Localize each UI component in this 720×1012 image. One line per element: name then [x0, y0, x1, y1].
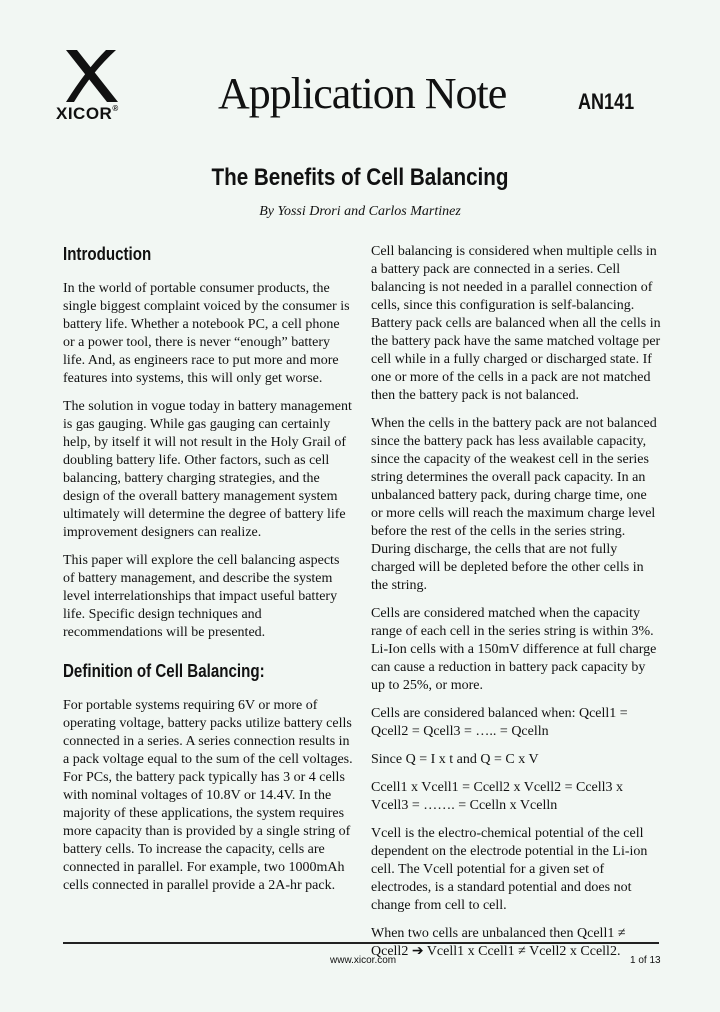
- document-type: Application Note: [218, 69, 507, 118]
- equation-balanced: Cells are considered balanced when: Qcell1 = Qcell2 = Qcell3 = ….. = Qcelln: [371, 706, 628, 739]
- footer-divider: [63, 942, 659, 944]
- footer-url[interactable]: www.xicor.com: [330, 955, 397, 966]
- xicor-logo: [52, 50, 134, 130]
- paragraph: In the world of portable consumer products, the single biggest complaint voiced by the consumer is battery life. Whether a notebook PC, a cell phone or a power tool, there is never “enough” battery life. And, as engineers race to put more and more features into systems, this will only get worse.: [63, 281, 350, 386]
- xicor-x-mark-icon: [62, 50, 122, 102]
- left-column: [63, 243, 353, 905]
- section-heading-definition: Definition of Cell Balancing:: [63, 661, 265, 681]
- paragraph: When the cells in the battery pack are not balanced since the battery pack has less available capacity, since the capacity of the weakest cell in the series string determines the overall pack capacity. In an unbalanced battery pack, during charge time, one or more cells will reach the maximum charge level before the rest of the cells in the series string. During discharge, the cells that are not fully charged will be depleted before the other cells in the string.: [371, 416, 657, 593]
- paragraph: For portable systems requiring 6V or more of operating voltage, battery packs utilize battery cells connected in a series. A series connection results in a pack voltage equal to the sum of the cell voltages. For PCs, the battery pack typically has 3 or 4 cells with nominal voltages of 10.8V or 14.4V. In the majority of these applications, the system requires more capacity than is provided by a single string of battery cells. To increase the capacity, cells are connected in parallel. For example, two 1000mAh cells connected in parallel provide a 2A-hr pack.: [63, 698, 353, 893]
- page-title: The Benefits of Cell Balancing: [211, 164, 509, 191]
- right-column: [371, 243, 661, 971]
- equation-capacity: Ccell1 x Vcell1 = Ccell2 x Vcell2 = Ccell3 x Vcell3 = ……. = Ccelln x Vcelln: [371, 780, 624, 813]
- authors: By Yossi Drori and Carlos Martinez: [259, 204, 461, 219]
- document-number: AN141: [578, 89, 635, 114]
- paragraph: The solution in vogue today in battery management is gas gauging. While gas gauging can certainly help, by itself it will not result in the Holy Grail of doubling battery life. Other factors, such as cell balancing, battery charging strategies, and the design of the overall battery management system ultimately will determine the degree of battery life improvement designers can realize.: [63, 399, 352, 540]
- section-heading-introduction: Introduction: [63, 244, 152, 264]
- equation-unbalanced: When two cells are unbalanced then Qcell1 ≠ Qcell2 ➔ Vcell1 x Ccell1 ≠ Vcell2 x Ccell2.: [371, 926, 626, 959]
- equation-charge: Since Q = I x t and Q = C x V: [371, 752, 539, 767]
- page-number: 1 of 13: [630, 955, 661, 966]
- paragraph: This paper will explore the cell balancing aspects of battery management, and describe the system level interrelationships that impact useful battery life. Specific design techniques and recommendations will be presented.: [63, 553, 340, 640]
- paragraph: Cells are considered matched when the capacity range of each cell in the series string is within 3%. Li-Ion cells with a 150mV difference at full charge can cause a reduction in battery pack capacity by up to 25%, or more.: [371, 606, 657, 693]
- paragraph: Cell balancing is considered when multiple cells in a battery pack are connected in a series. Cell balancing is not needed in a parallel connection of cells, since this configuration is self-balancing. Battery pack cells are balanced when all the cells in the battery pack have the same matched voltage per cell while in a fully charged or discharged state. If one or more of the cells in a pack are not matched then the battery pack is not balanced.: [371, 244, 661, 403]
- paragraph: Vcell is the electro-chemical potential of the cell dependent on the electrode potential in the Li-ion cell. The Vcell potential for a given set of electrodes, is a standard potential and does not change from cell to cell.: [371, 826, 648, 913]
- logo-wordmark: XICOR®: [56, 104, 119, 123]
